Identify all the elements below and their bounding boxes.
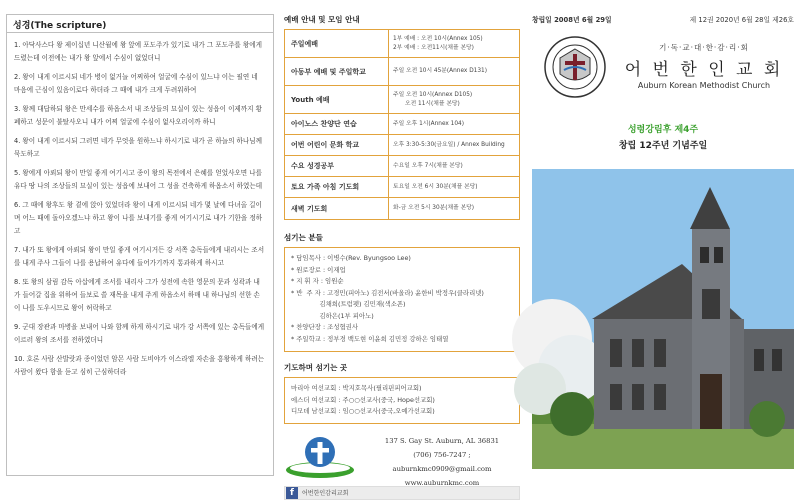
server-names: 조성협권사: [327, 323, 359, 331]
verse-3: 3. 왕께 대답하되 왕은 만세수를 하옵소서 내 조상들의 묘실이 있는 성읍이 이제까지 황폐하고 성문이 불탔사오니 내가 어찌 얼굴에 수심이 없사오리이까 하니: [14, 105, 263, 126]
church-building-photo: [532, 169, 794, 469]
schedule-row: [285, 58, 519, 86]
phone-email: (706) 756-7247 ; auburnkmc0909@gmail.com: [392, 450, 492, 473]
server-role: [291, 299, 319, 311]
scripture-panel: [6, 14, 274, 476]
church-korean-name: 어 번 한 인 교 회: [624, 60, 784, 80]
server-line: [291, 322, 513, 334]
server-role: * 담임목사 :: [291, 254, 328, 262]
schedule-time-line: 화-금 오전 5시 30분(채플 본당): [393, 205, 475, 211]
server-line: [291, 311, 513, 323]
verse-2: 2. 왕이 내게 이르시되 네가 병이 없거늘 어찌하여 얼굴에 수심이 있느냐 이는 필연 네 마음에 근심이 있음이로다 하더라 그 때에 내가 크게 두려워하여: [14, 73, 258, 94]
server-role: * 찬양단장 :: [291, 323, 328, 331]
schedule-name: 어번 어린이 문화 학교: [285, 135, 389, 155]
schedule-row: [285, 114, 519, 135]
church-english-name: Auburn Korean Methodist Church: [637, 81, 771, 90]
prayer-line: 마리아 여선교회 : 박지호목사(필리핀피어교회): [291, 384, 422, 392]
schedule-time: [389, 135, 519, 155]
schedule-time: [389, 86, 519, 113]
schedule-row: [285, 177, 519, 198]
schedule-time-line: 토요일 오전 6시 30분(채플 본당): [393, 183, 478, 190]
schedule-row: [285, 135, 519, 156]
server-names: 이재업: [327, 265, 346, 274]
schedule-name: 수요 성경공부: [285, 156, 389, 176]
servers-title: 섬기는 분들: [284, 233, 323, 242]
schedule-time-line: 주일 오전 10시 45분(Annex D131): [393, 68, 487, 74]
liturgical-week: 성령강림후 제4주: [627, 125, 699, 135]
founded-date: 창립일 2008년 6월 29일: [532, 16, 612, 24]
middle-column: [284, 14, 520, 500]
server-line: [291, 276, 513, 288]
schedule-time: [389, 198, 519, 219]
bulletin-header: [532, 14, 794, 24]
scripture-title: 성경(The scripture): [7, 15, 273, 33]
server-line: [291, 253, 513, 265]
server-names: 김하은(1부 피아노): [319, 311, 374, 320]
server-names: 정부경 백도현 이윤희 김민정 강하은 임태열: [327, 334, 449, 343]
schedule-name: 아이노스 찬양단 연습: [285, 114, 389, 134]
servers-box: [284, 247, 520, 352]
schedule-time-line: 2부 예배 : 오전11시(채플 본당): [393, 44, 474, 51]
prayer-line: 에스더 여선교회 : 주○○선교사(중국, Hope선교회): [291, 395, 435, 404]
server-line: [291, 299, 513, 311]
church-address-block: [364, 434, 520, 490]
schedule-name: Youth 예배: [285, 86, 389, 113]
schedule-time-line: 주일 오후 1시(Annex 104): [393, 120, 465, 127]
schedule-name: 토요 가족 아침 기도회: [285, 177, 389, 197]
church-cross-logo: [284, 432, 356, 482]
right-column: [532, 14, 794, 473]
anniversary-title: 창립 12주년 기념주일: [618, 141, 708, 151]
verse-4: 4. 왕이 내게 이르시되 그러면 네가 무엇을 원하느냐 하시기로 내가 곧 하늘의 하나님께 묵도하고: [14, 137, 263, 158]
server-line: [291, 288, 513, 300]
issue-info: 제 12권 2020년 6월 28일 제26호: [689, 16, 794, 24]
church-brand: [532, 28, 794, 102]
schedule-table: [284, 29, 520, 220]
schedule-time-line: 주일 오전 10시(Annex D105): [393, 91, 473, 98]
schedule-time: [389, 30, 519, 57]
website-link[interactable]: www.auburnkmc.com: [404, 478, 480, 487]
contact-block: [284, 432, 520, 487]
server-role: [291, 311, 319, 323]
church-name-block: [616, 42, 792, 90]
schedule-row: [285, 86, 519, 114]
schedule-time-line: 오후 3:30-5:30(금요일) / Annex Building: [393, 141, 505, 148]
verse-5: 5. 왕에게 아뢰되 왕이 만일 좋게 여기시고 종이 왕의 목전에서 은혜를 얻었사오면 나를 유다 땅 나의 조상들의 묘실이 있는 성읍에 보내어 그 성을 건축하게 하옵소서 하였는데: [14, 169, 263, 190]
verse-10: 10. 호론 사람 산발랏과 종이었던 암몬 사람 도비야가 이스라엘 자손을 흥왕하게 하려는 사람이 왔다 함을 듣고 심히 근심하더라: [14, 355, 265, 376]
verse-7: 7. 내가 또 왕에게 아뢰되 왕이 만일 좋게 여기시거든 강 서쪽 총독들에게 내리시는 조서를 내게 주사 그들이 나를 용납하여 유다에 들어가기까지 통과하게 하시고: [14, 246, 265, 267]
schedule-title: 예배 안내 및 모임 안내: [284, 15, 360, 24]
schedule-name: 아동부 예배 및 주일학교: [285, 58, 389, 85]
server-names: 고경민(피아노) 김전서(바올라) 윤한비 박정우(클라리넷): [327, 288, 484, 297]
server-role: * 반 주 자 :: [291, 288, 328, 297]
server-names: 김채희(트럼펫) 김민재(색소폰): [319, 300, 406, 308]
prayer-title: 기도하며 섬기는 곳: [284, 363, 348, 372]
schedule-time: [389, 156, 519, 176]
prayer-line: 디모데 남선교회 : 임○○선교사(중국,오예가선교회): [291, 407, 435, 415]
schedule-row: [285, 30, 519, 58]
facebook-icon: f: [286, 487, 298, 499]
schedule-time: [389, 177, 519, 197]
server-role: * 원로장로 :: [291, 265, 328, 274]
server-role: * 주일학교 :: [291, 334, 328, 343]
schedule-row: [285, 156, 519, 177]
schedule-time: [389, 114, 519, 134]
denomination-tagline: 기·독·교·대·한·감·리·회: [659, 43, 749, 52]
server-names: 이병수(Rev. Byungsoo Lee): [327, 254, 411, 262]
facebook-page-name: 어번한인감리교회: [302, 490, 349, 497]
server-line: [291, 334, 513, 346]
server-role: * 지 휘 자 :: [291, 277, 326, 285]
schedule-time-line: 수요일 오후 7시(채플 본당): [393, 162, 463, 169]
verse-9: 9. 군대 장관과 마병을 보내어 나와 함께 하게 하시기로 내가 강 서쪽에 있는 총독들에게 이르러 왕의 조서를 전하였더니: [14, 323, 265, 344]
server-line: [291, 265, 513, 277]
schedule-time-line: 오전 11시(채플 본당): [405, 100, 460, 107]
verse-6: 6. 그 때에 왕후도 왕 곁에 앉아 있었더라 왕이 내게 이르시되 네가 몇 날에 다녀올 길이며 어느 때에 돌아오겠느냐 하고 왕이 나를 보내기를 좋게 여기시기로 내가 기한을 정하고: [14, 201, 263, 235]
verse-1: 1. 아닥사스다 왕 제이십년 니산월에 왕 앞에 포도주가 있기로 내가 그 포도주를 왕에게 드렸는데 이전에는 내가 왕 앞에서 수심이 없었더니: [14, 41, 263, 62]
schedule-row: [285, 198, 519, 219]
church-seal-icon: [544, 36, 606, 98]
schedule-time-line: 1부 예배 : 오전 10시(Annex 105): [393, 35, 483, 42]
server-names: 임원순: [325, 277, 344, 285]
schedule-name: 주일예배: [285, 30, 389, 57]
schedule-time: [389, 58, 519, 85]
prayer-box: [284, 377, 520, 424]
address: 137 S. Gay St. Auburn, AL 36831: [384, 436, 500, 445]
schedule-name: 새벽 기도회: [285, 198, 389, 219]
scripture-body: [7, 33, 273, 379]
verse-8: 8. 또 왕의 삼림 감독 아삽에게 조서를 내리사 그가 성전에 속한 영문의 문과 성곽과 내가 들어갈 집을 위하여 들보로 쓸 재목을 내게 주게 하옵소서 하매 내 하나님의 선한 손이 나를 도우시므로 왕이 허락하고: [14, 278, 260, 312]
